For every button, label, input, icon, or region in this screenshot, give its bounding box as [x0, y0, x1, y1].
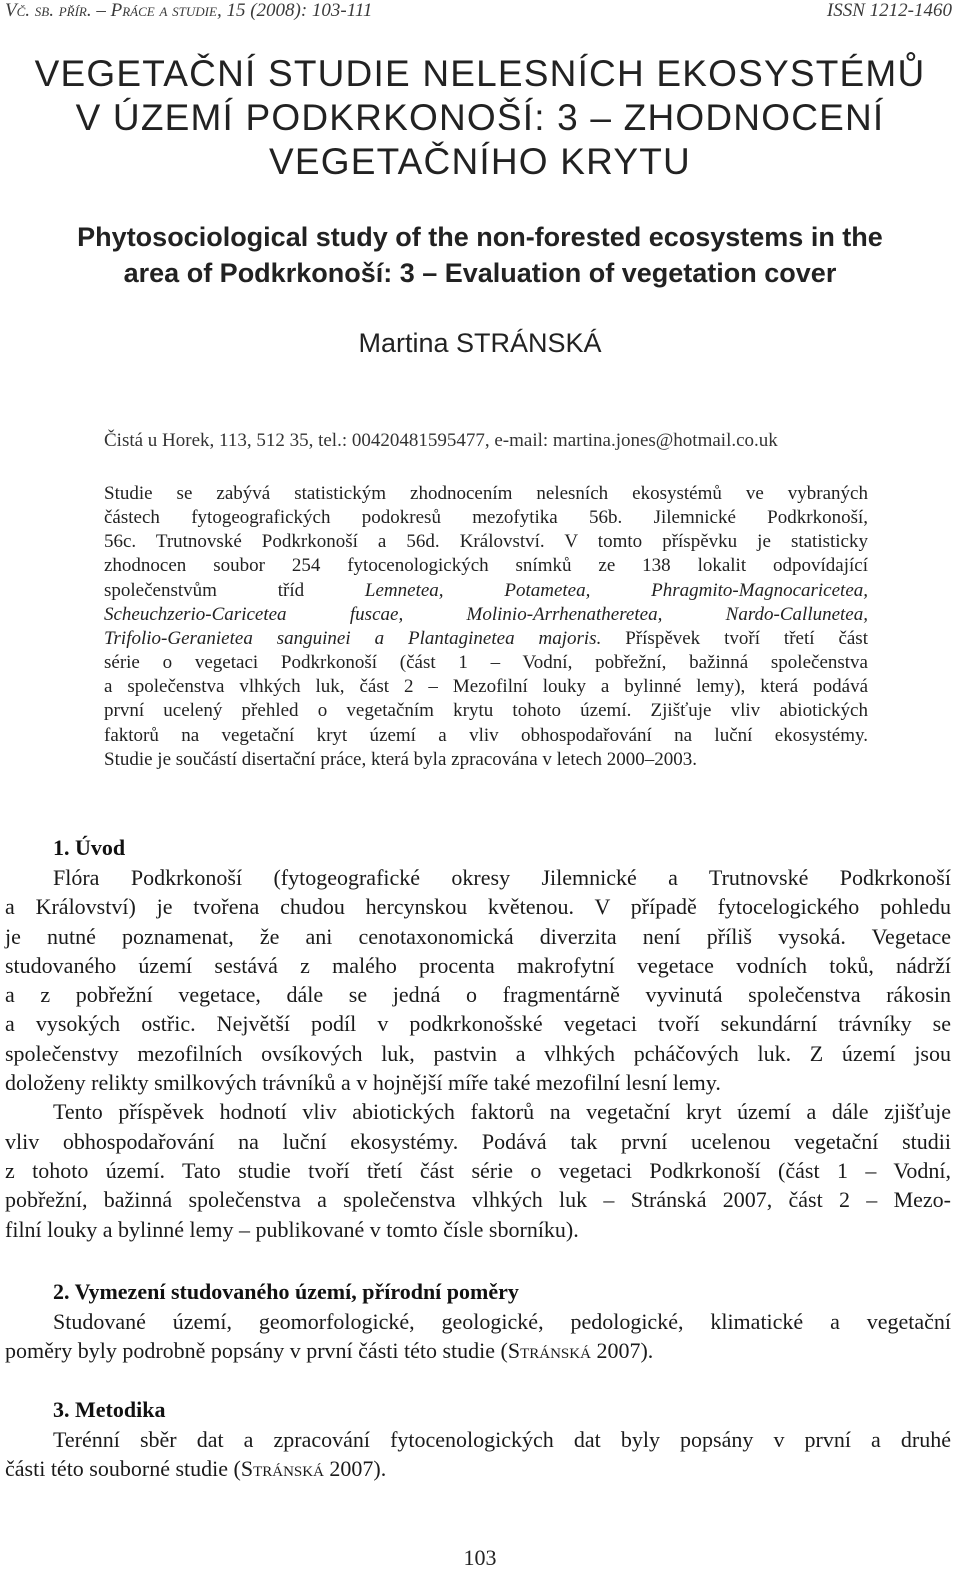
abstract-line: 56c. Trutnovské Podkrkonoší a 56d. Království. V tomto příspěvku je statisticky [104, 531, 868, 553]
paragraph-text: části této souborné studie ( [5, 1456, 241, 1482]
paragraph-line [5, 1336, 951, 1365]
abstract-line [104, 579, 868, 603]
paragraph-line: a z pobřežní vegetace, dále se jedná o fragmentárně vyvinutá společenstva rákosin [5, 982, 951, 1008]
journal-abbrev: Vč. sb. přír. [5, 0, 92, 21]
abstract-line: zhodnocen soubor 254 fytocenologických snímků ze 138 lokalit odpovídající [104, 555, 868, 577]
section-body-uvod [5, 863, 951, 1244]
abstract-line: částech fytogeografických podokresů mezofytika 56b. Jilemnické Podkrkonoší, [104, 507, 868, 529]
paragraph-line: Tento příspěvek hodnotí vliv abiotických faktorů na vegetační kryt území a dále zjišťuje [53, 1099, 951, 1125]
abstract-line: série o vegetaci Podkrkonoší (část 1 – Vodní, pobřežní, bažinná společenstva [104, 652, 868, 674]
subtitle-line: area of Podkrkonoší: 3 – Evaluation of vegetation cover [123, 258, 837, 288]
title-line: VEGETAČNÍHO KRYTU [269, 141, 691, 182]
abstract-text: Příspěvek tvoří třetí část [601, 627, 868, 649]
paragraph-line: Studované území, geomorfologické, geologické, pedologické, klimatické a vegetační [53, 1309, 951, 1334]
abstract [104, 482, 868, 772]
page-number: 103 [463, 1545, 497, 1570]
paragraph-line: vliv obhospodařování na luční ekosystémy. Podává tak první ucelenou vegetační studii [5, 1128, 951, 1154]
paragraph-line [5, 1454, 951, 1483]
running-header [5, 0, 952, 22]
section-heading-vymezeni: 2. Vymezení studovaného území, přírodní poměry [53, 1279, 519, 1304]
article-title [0, 52, 960, 184]
abstract-line: faktorů na vegetační kryt území a vliv obhospodařování na luční ekosystémy. [104, 724, 868, 746]
abstract-line: a společenstva vlhkých luk, část 2 – Mezofilní louky a bylinné lemy), která podává [104, 676, 868, 698]
paragraph-text: 2007). [323, 1456, 387, 1482]
citation-author: Stránská [507, 1338, 591, 1364]
paragraph-line: společenstvy mezofilních ovsíkových luk, pastvin a vlhkých pcháčových luk. Z území jsou [5, 1040, 951, 1066]
abstract-text: společenstvům tříd [104, 579, 365, 601]
paragraph-line: a Království) je tvořena chudou hercynskou květenou. V případě fytocelogického pohledu [5, 894, 951, 920]
syntaxa-names: Scheuchzerio-Caricetea fuscae, Molinio-Arrhenatheretea, Nardo-Callunetea, [104, 603, 868, 625]
citation-author: Stránská [240, 1456, 324, 1482]
abstract-line: Studie je součástí disertační práce, která byla zpracována v letech 2000–2003. [104, 748, 697, 770]
paragraph-line: pobřežní, bažinná společenstva a společenstva vlhkých luk – Stránská 2007, část 2 – Mezo- [5, 1187, 951, 1213]
section-heading-metodika: 3. Metodika [53, 1397, 166, 1422]
paragraph-line: je nutné poznamenat, že ani cenotaxonomická diverzita není příliš vysoká. Vegetace [5, 923, 951, 949]
author-address: Čistá u Horek, 113, 512 35, tel.: 00420481595477, e-mail: martina.jones@hotmail.co.uk [104, 430, 778, 451]
author-name: Martina STRÁNSKÁ [358, 328, 602, 358]
abstract-line: Studie se zabývá statistickým zhodnocením nelesních ekosystémů ve vybraných [104, 483, 868, 504]
paragraph-line: studovaného území sestává z malého procenta makrofytní vegetace vodních toků, nádrží [5, 952, 951, 978]
paragraph-line: filní louky a bylinné lemy – publikované v tomto čísle sborníku). [5, 1216, 579, 1242]
paragraph-line: z tohoto území. Tato studie tvoří třetí část série o vegetaci Podkrkonoší (část 1 – Vodní, [5, 1157, 951, 1183]
subtitle-line: Phytosociological study of the non-forested ecosystems in the [77, 222, 883, 252]
syntaxa-names: Trifolio-Geranietea sanguinei a Plantaginetea majoris. [104, 627, 602, 649]
english-title [0, 219, 960, 291]
paragraph-line: Flóra Podkrkonoší (fytogeografické okresy Jilemnické a Trutnovské Podkrkonoší [53, 865, 951, 890]
journal-series: – Práce a studie, 15 (2008): 103-111 [91, 0, 373, 21]
paragraph-line: doloženy relikty smilkových trávníků a v hojnější míře také mezofilní lesní lemy. [5, 1070, 721, 1096]
section-body-metodika [5, 1425, 951, 1484]
abstract-line: první ucelený přehled o vegetačním krytu tohoto území. Zjišťuje vliv abiotických [104, 700, 868, 722]
abstract-line [104, 603, 868, 627]
title-line: VEGETAČNÍ STUDIE NELESNÍCH EKOSYSTÉMŮ [34, 53, 926, 94]
title-line: V ÚZEMÍ PODKRKONOŠÍ: 3 – ZHODNOCENÍ [75, 97, 885, 138]
syntaxa-names: Lemnetea, Potametea, Phragmito-Magnocaricetea, [364, 579, 869, 601]
abstract-line [104, 627, 868, 651]
section-body-vymezeni [5, 1307, 951, 1366]
paragraph-line: Terénní sběr dat a zpracování fytocenologických dat byly popsány v první a druhé [53, 1427, 951, 1452]
paragraph-text: 2007). [590, 1338, 654, 1364]
paragraph-text: poměry byly podrobně popsány v první části této studie ( [5, 1338, 508, 1364]
paragraph-line: a vysokých ostřic. Největší podíl v podkrkonošské vegetaci tvoří sekundární trávníky se [5, 1011, 951, 1037]
section-heading-uvod: 1. Úvod [53, 835, 126, 860]
journal-citation [5, 0, 372, 22]
issn: ISSN 1212-1460 [826, 0, 952, 21]
